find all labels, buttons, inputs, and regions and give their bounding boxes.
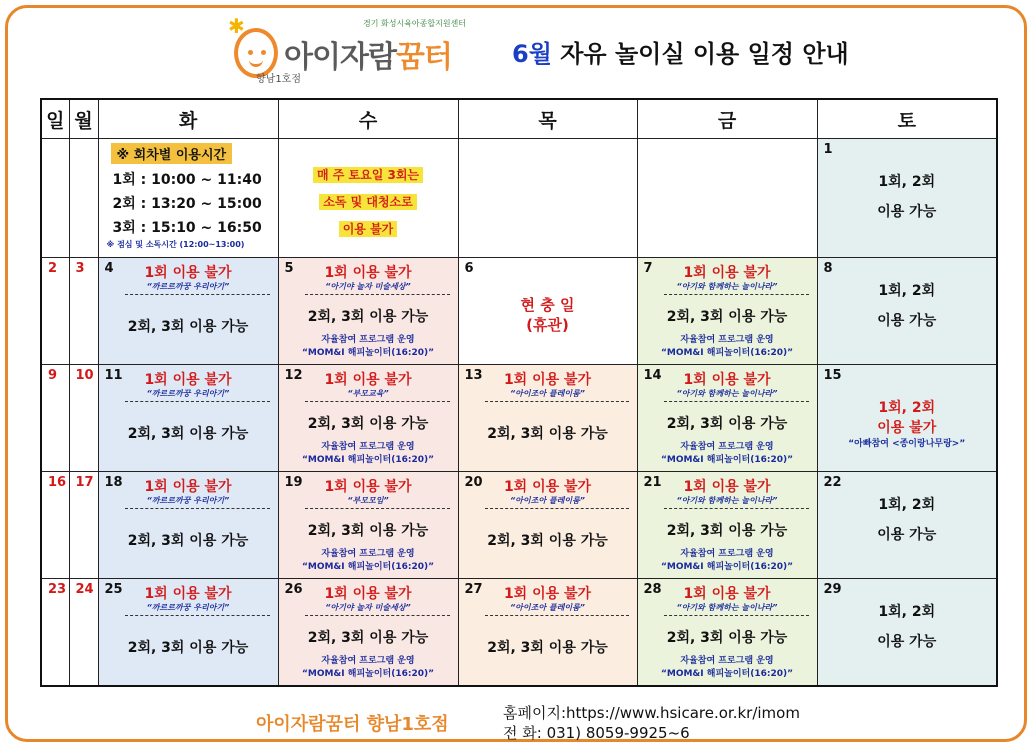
- program-note: “MOM&I 해피놀이터(16:20)”: [301, 455, 435, 465]
- day-cell: [98, 365, 278, 472]
- day-number: 29: [823, 582, 842, 597]
- availability: 2회, 3회 이용 가능: [127, 640, 249, 656]
- availability: 이용 가능: [877, 313, 937, 329]
- availability: 2회, 3회 이용 가능: [127, 533, 249, 549]
- program-note: “MOM&I 해피놀이터(16:20)”: [301, 348, 435, 358]
- availability: 1회, 2회: [878, 497, 936, 513]
- program-name: “아기와 함께하는 놀이나라”: [676, 496, 778, 505]
- program-name: “까르르까꿍 우리아기”: [146, 603, 230, 612]
- notice-cell: [278, 139, 458, 258]
- notice-line: 이용 불가: [339, 221, 398, 237]
- program-note: 자율참여 프로그램 운영: [680, 656, 774, 666]
- day-number: 10: [75, 368, 94, 383]
- day-cell: [458, 258, 637, 365]
- col-sun: 일: [41, 99, 69, 139]
- program-name: “부모교육”: [347, 389, 389, 398]
- day-cell: [817, 472, 997, 579]
- day-cell: [637, 472, 817, 579]
- day-number: 20: [464, 475, 483, 490]
- star-icon: ✱: [228, 14, 245, 38]
- calendar-week-row: [41, 579, 997, 687]
- availability: 2회, 3회 이용 가능: [487, 426, 608, 442]
- program-note: “MOM&I 해피놀이터(16:20)”: [301, 562, 435, 572]
- footer-name: 아이자람꿈터 향남1호점: [256, 714, 449, 735]
- day-number: 19: [284, 475, 303, 490]
- calendar-weeks: [41, 258, 997, 687]
- day-number: 28: [643, 582, 662, 597]
- divider: [664, 401, 809, 402]
- day-cell: [98, 472, 278, 579]
- divider: [305, 294, 450, 295]
- unavailable-label: 이용 불가: [877, 420, 937, 436]
- day-number: 23: [48, 582, 67, 597]
- program-name: “아기와 함께하는 놀이나라”: [676, 282, 778, 291]
- day-number: 8: [823, 261, 833, 276]
- unavailable-label: 1회 이용 불가: [144, 586, 232, 602]
- day-cell: [41, 579, 69, 687]
- availability: 1회, 2회: [878, 174, 936, 190]
- day-number: 12: [284, 368, 303, 383]
- day-number: 4: [104, 261, 114, 276]
- footer-phone: 전 화: 031) 8059-9925~6: [503, 724, 690, 742]
- divider: [664, 508, 809, 509]
- program-name: “아기와 함께하는 놀이나라”: [676, 389, 778, 398]
- divider: [125, 401, 270, 402]
- day-cell: [41, 258, 69, 365]
- program-note: “MOM&I 해피놀이터(16:20)”: [660, 348, 794, 358]
- day-number: 7: [643, 261, 653, 276]
- day-cell: [278, 472, 458, 579]
- availability: 2회, 3회 이용 가능: [666, 416, 788, 432]
- day-cell: [41, 365, 69, 472]
- divider: [125, 615, 270, 616]
- program-name: “아이조아 플레이룸”: [510, 603, 585, 612]
- day-cell: [817, 579, 997, 687]
- divider: [664, 294, 809, 295]
- availability: 2회, 3회 이용 가능: [307, 416, 429, 432]
- program-note: “MOM&I 해피놀이터(16:20)”: [660, 455, 794, 465]
- divider: [305, 615, 450, 616]
- day-number: 5: [284, 261, 294, 276]
- calendar-week-row: [41, 472, 997, 579]
- availability: 1회, 2회: [878, 283, 936, 299]
- logo: [228, 14, 468, 86]
- day-cell: [458, 579, 637, 687]
- availability: 1회, 2회: [878, 604, 936, 620]
- session-time: 2회 : 13:20 ~ 15:00: [112, 196, 262, 212]
- availability: 2회, 3회 이용 가능: [307, 523, 429, 539]
- program-note: 자율참여 프로그램 운영: [680, 549, 774, 559]
- holiday-label: (휴관): [526, 316, 569, 334]
- divider: [485, 508, 629, 509]
- day-number: 2: [48, 261, 58, 276]
- unavailable-label: 1회 이용 불가: [324, 372, 412, 388]
- day-number: 27: [464, 582, 483, 597]
- holiday-label: 현 충 일: [520, 296, 575, 314]
- unavailable-label: 1회 이용 불가: [683, 479, 771, 495]
- col-tue: 화: [98, 99, 278, 139]
- day-cell: [41, 139, 69, 258]
- unavailable-label: 1회 이용 불가: [503, 586, 592, 602]
- day-cell: [458, 139, 637, 258]
- day-cell: [98, 258, 278, 365]
- day-number: 24: [75, 582, 94, 597]
- schedule-title: ※ 회차별 이용시간: [111, 143, 233, 164]
- divider: [125, 508, 270, 509]
- availability: 2회, 3회 이용 가능: [666, 309, 788, 325]
- divider: [305, 401, 450, 402]
- day-number: 18: [104, 475, 123, 490]
- program-note: 자율참여 프로그램 운영: [680, 335, 774, 345]
- day-number: 6: [464, 261, 474, 276]
- col-sat: 토: [817, 99, 997, 139]
- availability: 2회, 3회 이용 가능: [127, 319, 249, 335]
- day-number: 11: [104, 368, 123, 383]
- availability: 이용 가능: [877, 634, 937, 650]
- program-name: “아기와 함께하는 놀이나라”: [676, 603, 778, 612]
- divider: [485, 401, 629, 402]
- day-cell: [817, 258, 997, 365]
- schedule-note: ※ 점심 및 소독시간 (12:00~13:00): [106, 240, 245, 249]
- day-cell: [817, 365, 997, 472]
- divider: [125, 294, 270, 295]
- day-cell: [98, 579, 278, 687]
- program-name: “아이조아 플레이룸”: [510, 496, 585, 505]
- col-wed: 수: [278, 99, 458, 139]
- unavailable-label: 1회 이용 불가: [683, 372, 771, 388]
- logo-name: 아이자람꿈터: [284, 40, 452, 75]
- program-name: “아기야 놀자 미술세상”: [325, 603, 411, 612]
- day-cell: [817, 139, 997, 258]
- unavailable-label: 1회 이용 불가: [144, 479, 232, 495]
- day-cell: [69, 139, 98, 258]
- program-note: 자율참여 프로그램 운영: [321, 656, 415, 666]
- col-fri: 금: [637, 99, 817, 139]
- day-cell: [637, 258, 817, 365]
- program-note: 자율참여 프로그램 운영: [321, 335, 415, 345]
- unavailable-label: 1회 이용 불가: [503, 479, 592, 495]
- unavailable-label: 1회 이용 불가: [324, 265, 412, 281]
- program-name: “부모모임”: [347, 496, 389, 505]
- program-note: “MOM&I 해피놀이터(16:20)”: [660, 562, 794, 572]
- col-mon: 월: [69, 99, 98, 139]
- day-cell: [278, 579, 458, 687]
- calendar-header-row: [41, 99, 997, 139]
- program-note: 자율참여 프로그램 운영: [321, 549, 415, 559]
- page-title: 6월 자유 놀이실 이용 일정 안내: [512, 40, 849, 68]
- day-number: 16: [48, 475, 67, 490]
- day-number: 17: [75, 475, 94, 490]
- calendar-table: [40, 98, 998, 687]
- program-name: “까르르까꿍 우리아기”: [146, 389, 230, 398]
- unavailable-label: 1회, 2회: [878, 400, 936, 416]
- program-name: “까르르까꿍 우리아기”: [146, 282, 230, 291]
- day-cell: [637, 365, 817, 472]
- calendar-week-row: [41, 365, 997, 472]
- program-note: 자율참여 프로그램 운영: [321, 442, 415, 452]
- availability: 2회, 3회 이용 가능: [127, 426, 249, 442]
- session-time: 1회 : 10:00 ~ 11:40: [112, 172, 262, 188]
- availability: 이용 가능: [877, 204, 937, 220]
- day-number: 25: [104, 582, 123, 597]
- program-name: “아기야 놀자 미술세상”: [325, 282, 411, 291]
- availability: 2회, 3회 이용 가능: [666, 630, 788, 646]
- divider: [664, 615, 809, 616]
- program-name: “까르르까꿍 우리아기”: [146, 496, 230, 505]
- day-cell: [637, 579, 817, 687]
- availability: 2회, 3회 이용 가능: [666, 523, 788, 539]
- logo-branch: 향남1호점: [256, 74, 302, 85]
- session-time: 3회 : 15:10 ~ 16:50: [112, 220, 262, 236]
- day-cell: [278, 365, 458, 472]
- availability: 2회, 3회 이용 가능: [487, 533, 608, 549]
- day-cell: [69, 579, 98, 687]
- calendar-week-row: [41, 258, 997, 365]
- day-number: 22: [823, 475, 842, 490]
- day-cell: [69, 258, 98, 365]
- program-name: “아이조아 플레이룸”: [510, 389, 585, 398]
- divider: [305, 508, 450, 509]
- unavailable-label: 1회 이용 불가: [144, 372, 232, 388]
- unavailable-label: 1회 이용 불가: [683, 265, 771, 281]
- availability: 2회, 3회 이용 가능: [487, 640, 608, 656]
- availability: 2회, 3회 이용 가능: [307, 630, 429, 646]
- day-cell: [278, 258, 458, 365]
- col-thu: 목: [458, 99, 637, 139]
- day-number: 9: [48, 368, 58, 383]
- day-cell: [458, 365, 637, 472]
- day-number: 3: [75, 261, 85, 276]
- notice-line: 매 주 토요일 3회는: [313, 167, 423, 183]
- day-number: 13: [464, 368, 483, 383]
- day-number: 26: [284, 582, 303, 597]
- day-number: 21: [643, 475, 662, 490]
- unavailable-label: 1회 이용 불가: [503, 372, 592, 388]
- program-note: “MOM&I 해피놀이터(16:20)”: [301, 669, 435, 679]
- divider: [485, 615, 629, 616]
- unavailable-label: 1회 이용 불가: [324, 586, 412, 602]
- day-cell: [69, 472, 98, 579]
- program-note: 자율참여 프로그램 운영: [680, 442, 774, 452]
- day-cell: [458, 472, 637, 579]
- day-cell: [637, 139, 817, 258]
- schedule-info-cell: [98, 139, 278, 258]
- day-number: 15: [823, 368, 842, 383]
- program-name: “아빠참여 <종이랑나무랑>”: [848, 439, 966, 449]
- day-number: 1: [823, 142, 833, 157]
- unavailable-label: 1회 이용 불가: [144, 265, 232, 281]
- calendar-week-row: [41, 139, 997, 258]
- availability: 2회, 3회 이용 가능: [307, 309, 429, 325]
- unavailable-label: 1회 이용 불가: [683, 586, 771, 602]
- availability: 이용 가능: [877, 527, 937, 543]
- day-cell: [69, 365, 98, 472]
- unavailable-label: 1회 이용 불가: [324, 479, 412, 495]
- day-number: 14: [643, 368, 662, 383]
- day-cell: [41, 472, 69, 579]
- logo-org: 경기 화성시육아종합지원센터: [363, 19, 467, 28]
- notice-line: 소독 및 대청소로: [319, 194, 417, 210]
- footer-homepage: 홈페이지:https://www.hsicare.or.kr/imom: [503, 704, 800, 722]
- program-note: “MOM&I 해피놀이터(16:20)”: [660, 669, 794, 679]
